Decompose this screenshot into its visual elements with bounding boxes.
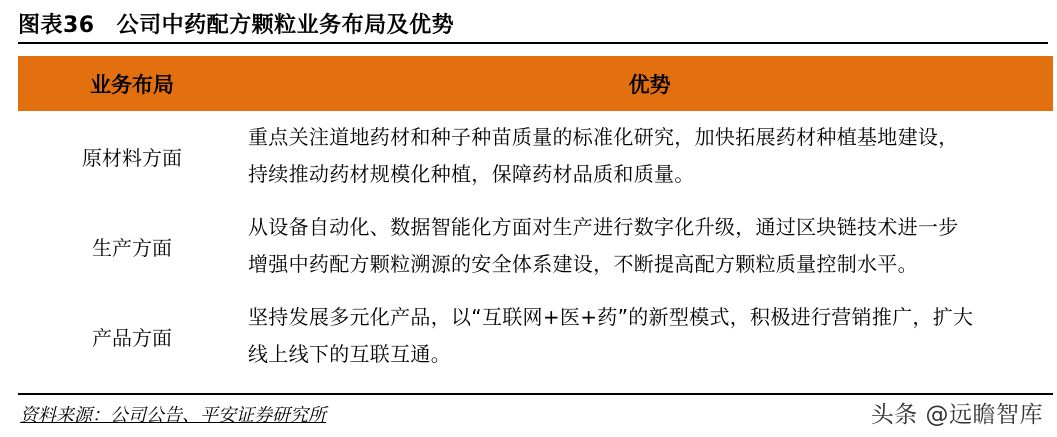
- text-line: 重点关注道地药材和种子种苗质量的标准化研究，加快拓展药材种植基地建设，: [248, 125, 959, 149]
- row-advantage-text: [246, 119, 1053, 193]
- header-business-layout: 业务布局: [90, 72, 174, 97]
- table-row: [18, 201, 1053, 291]
- row-area-label: 原材料方面: [82, 145, 182, 170]
- table-row: [18, 111, 1053, 201]
- text-line: 坚持发展多元化产品，以“互联网+医+药”的新型模式，积极进行营销推广，扩大: [248, 305, 974, 329]
- row-area-label: 产品方面: [92, 325, 172, 350]
- table-header: [18, 56, 1053, 111]
- table-row: [18, 291, 1053, 381]
- figure-title: [18, 8, 454, 39]
- text-line: 持续推动药材规模化种植，保障药材品质和质量。: [248, 162, 695, 186]
- figure-number: 图表36: [18, 13, 95, 38]
- title-divider: [18, 42, 1048, 44]
- text-line: 从设备自动化、数据智能化方面对生产进行数字化升级，通过区块链技术进一步: [248, 215, 959, 239]
- figure-title-text: 公司中药配方颗粒业务布局及优势: [116, 13, 455, 38]
- business-layout-table: [18, 56, 1053, 381]
- table-bottom-divider: [18, 393, 1053, 395]
- watermark: 头条 @远瞻智库: [870, 402, 1043, 428]
- row-area-label: 生产方面: [92, 235, 172, 260]
- source-note: 资料来源：公司公告、平安证券研究所: [20, 405, 326, 426]
- row-advantage-text: [246, 209, 1053, 283]
- row-advantage-text: [246, 299, 1053, 373]
- text-line: 线上线下的互联互通。: [248, 342, 451, 366]
- header-advantage: 优势: [628, 72, 671, 97]
- text-line: 增强中药配方颗粒溯源的安全体系建设，不断提高配方颗粒质量控制水平。: [248, 252, 918, 276]
